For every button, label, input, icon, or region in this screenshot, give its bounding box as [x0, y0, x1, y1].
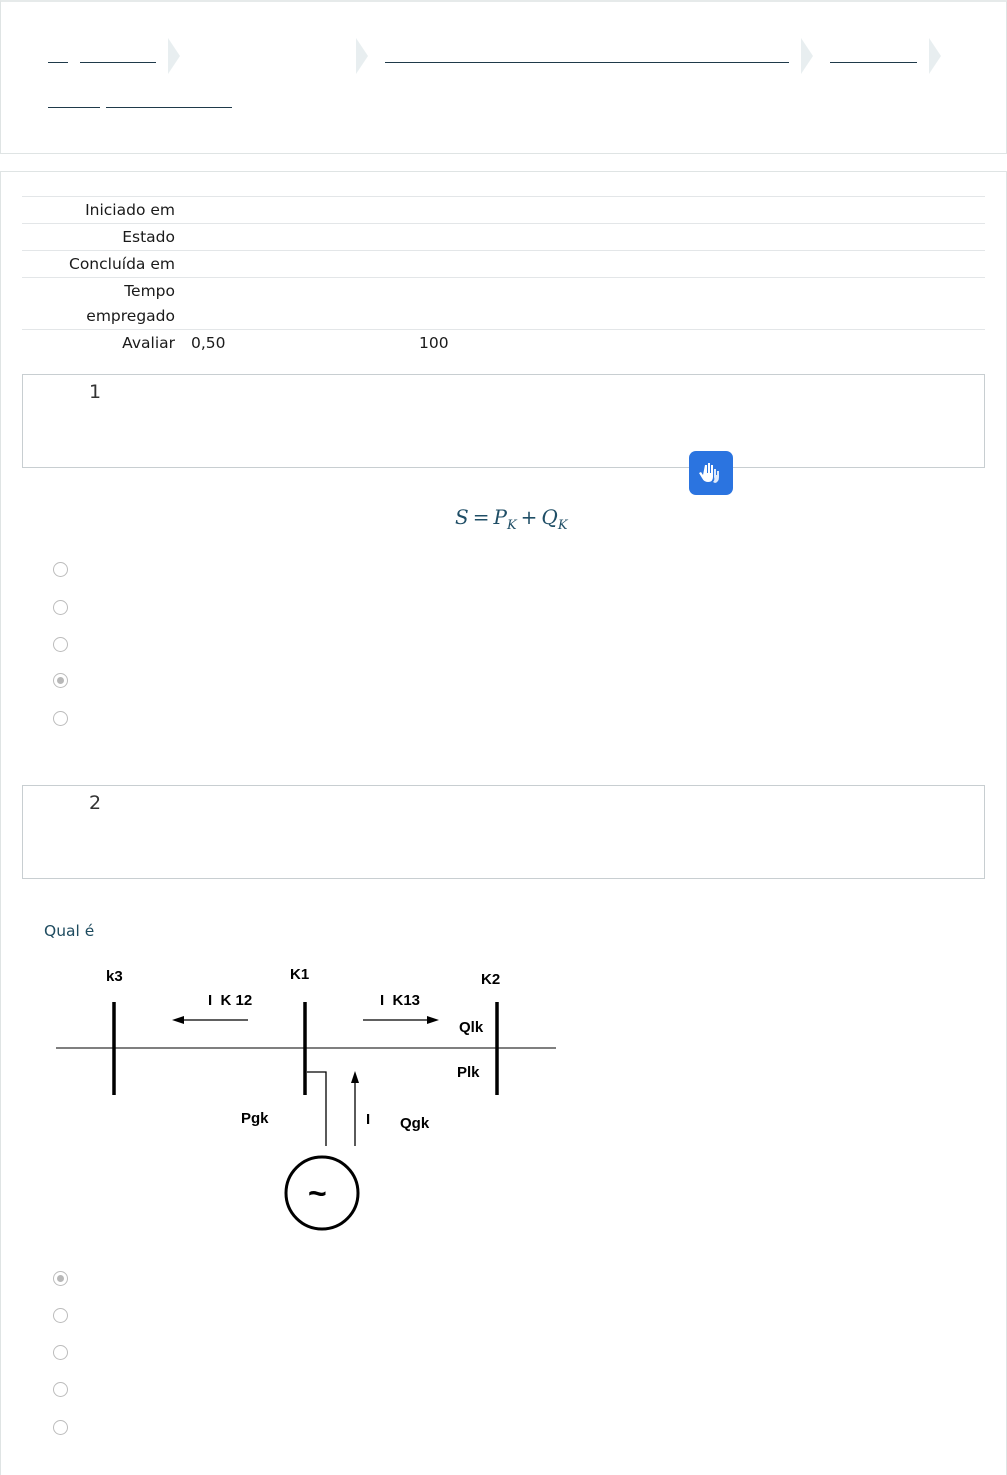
chevron-right-icon — [929, 38, 941, 74]
summary-row-completed — [22, 250, 985, 277]
summary-label: Concluída em — [69, 255, 175, 273]
summary-row-started — [22, 196, 985, 223]
label-ik13: I K13 — [380, 992, 421, 1009]
question-1-info-box — [22, 374, 985, 468]
hands-icon — [697, 459, 725, 487]
question-2-info-box — [22, 785, 985, 879]
label-k3: k3 — [106, 968, 123, 985]
q1-option-radio-b[interactable] — [53, 600, 68, 615]
label-ik: I — [366, 1111, 371, 1128]
q2-option-radio-e[interactable] — [53, 1420, 68, 1435]
label-k2: K2 — [481, 971, 501, 988]
summary-value-max: 100 — [419, 334, 449, 352]
attempt-summary-table — [22, 196, 985, 356]
label-ik12: I K 12 — [208, 992, 253, 1009]
formula-p-sub: K — [506, 518, 517, 533]
q2-option-radio-d[interactable] — [53, 1382, 68, 1397]
breadcrumb-link-section[interactable] — [830, 62, 917, 63]
arrowhead-ik — [351, 1071, 359, 1083]
q1-option-radio-a[interactable] — [53, 562, 68, 577]
label-qlk: Qlk — [459, 1019, 484, 1036]
question-1-formula — [455, 505, 568, 533]
summary-label: Estado — [122, 228, 175, 246]
chevron-right-icon — [356, 38, 368, 74]
label-pgk: Pgk — [241, 1110, 269, 1127]
label-k1: K1 — [290, 966, 310, 983]
generator-connector — [307, 1072, 326, 1146]
formula-equals: = — [472, 505, 490, 529]
summary-row-state — [22, 223, 985, 250]
breadcrumb-link-course[interactable] — [385, 62, 789, 63]
q1-option-radio-d[interactable] — [53, 673, 68, 688]
chevron-right-icon — [168, 38, 180, 74]
chevron-right-icon — [801, 38, 813, 74]
breadcrumb-link-quiz[interactable] — [48, 107, 100, 108]
formula-p: P — [493, 505, 507, 529]
q1-option-radio-e[interactable] — [53, 711, 68, 726]
formula-plus: + — [520, 505, 538, 529]
arrowhead-ik13 — [427, 1016, 439, 1024]
summary-label: Tempo empregado — [86, 282, 175, 325]
breadcrumb-link-review[interactable] — [106, 107, 232, 108]
generator-symbol: ~ — [308, 1175, 327, 1211]
power-bus-diagram — [50, 960, 570, 1240]
formula-lhs: S — [455, 505, 469, 529]
q2-option-radio-a[interactable] — [53, 1271, 68, 1286]
q2-option-radio-c[interactable] — [53, 1345, 68, 1360]
summary-label: Avaliar — [122, 334, 175, 352]
breadcrumb-link-1[interactable] — [80, 62, 156, 63]
formula-q: Q — [541, 505, 558, 529]
summary-value: 0,50 — [191, 334, 226, 352]
breadcrumb-link-home[interactable] — [48, 62, 68, 63]
question-number: 2 — [89, 792, 102, 814]
q1-option-radio-c[interactable] — [53, 637, 68, 652]
summary-row-time — [22, 277, 985, 329]
breadcrumb-header — [0, 0, 1007, 154]
label-plk: Plk — [457, 1064, 480, 1081]
arrowhead-ik12 — [172, 1016, 184, 1024]
formula-q-sub: K — [557, 518, 568, 533]
q2-option-radio-b[interactable] — [53, 1308, 68, 1323]
summary-row-grade — [22, 329, 985, 356]
summary-label: Iniciado em — [85, 201, 175, 219]
vlibras-hands-icon[interactable] — [689, 451, 733, 495]
question-number: 1 — [89, 381, 102, 403]
label-qgk: Qgk — [400, 1115, 430, 1132]
question-2-text: Qual é — [44, 922, 95, 940]
